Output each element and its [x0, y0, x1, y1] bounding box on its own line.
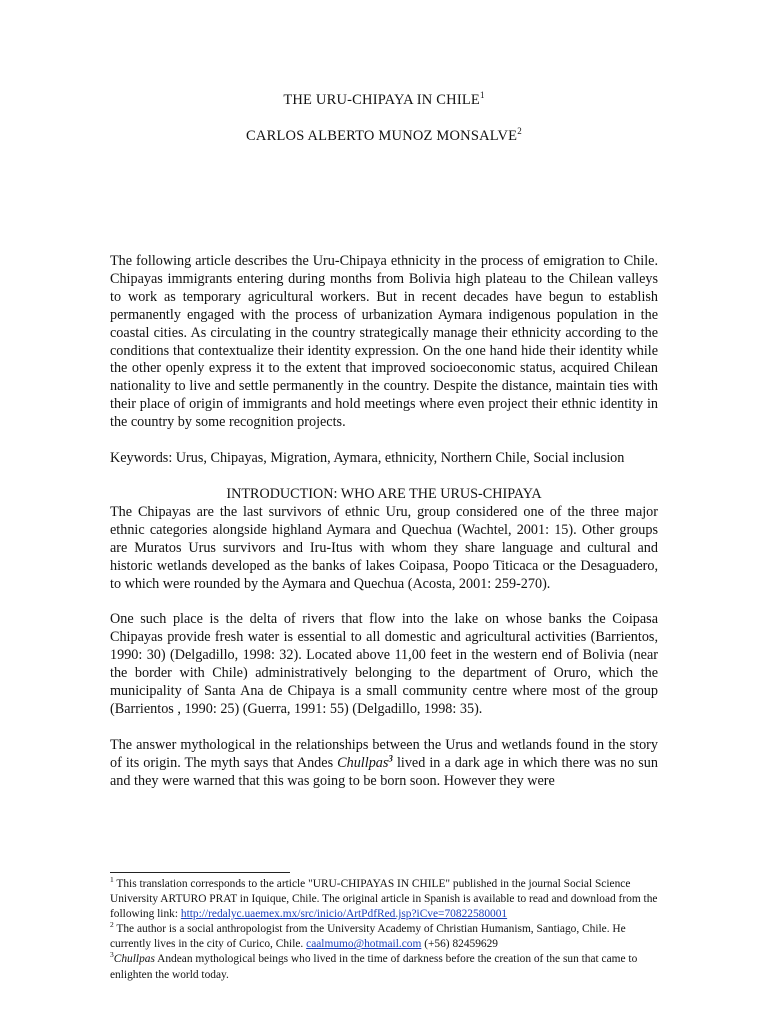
- footnote-2-text: The author is a social anthropologist from the University Academy of Christian Humanism, Santiago, Chile. He currently lives in the city of Curico, Chile.: [110, 923, 626, 951]
- author-name: CARLOS ALBERTO MUNOZ MONSALVE: [246, 128, 518, 144]
- abstract-paragraph: The following article describes the Uru-Chipaya ethnicity in the process of emigration to Chile. Chipayas immigrants entering during months from Bolivia high plateau to the Chilean valleys to work as temporary agricultural workers. But in recent decades have begun to establish permanently engaged with the process of urbanization Aymara indigenous population in the coastal cities. As circulating in the country strategically manage their ethnicity according to the conditions that contextualize their identity expression. On the one hand hide their identity while the other openly express it to the extent that improved socioeconomic status, acquired Chilean nationality to live and settle permanently in the country. Despite the distance, maintain ties with their place of origin of immigrants and hold meetings where even project their ethnic identity in the country by some recognition projects.: [110, 253, 658, 431]
- document-title: [0, 92, 768, 109]
- footnote-2-number: 2: [110, 920, 114, 930]
- keywords-paragraph: Keywords: Urus, Chipayas, Migration, Aymara, ethnicity, Northern Chile, Social inclusion: [110, 450, 625, 467]
- footnotes: [110, 877, 658, 983]
- author-line: [0, 128, 768, 145]
- intro-p3-text-after: lived in a dark age in which there was no sun and they were warned that this was going to be born soon. However they were: [110, 754, 658, 789]
- footnote-1-text: This translation corresponds to the article "URU-CHIPAYAS IN CHILE" published in the journal Social Science University ARTURO PRAT in Iquique, Chile. The original article in Spanish is available to read and download from the following link:: [110, 878, 658, 921]
- intro-paragraph-2: One such place is the delta of rivers that flow into the lake on whose banks the Coipasa Chipayas provide fresh water is essential to all domestic and agricultural activities (Barrientos, 1990: 30) (Delgadillo, 1998: 32). Located above 11,00 feet in the western end of Bolivia (near the border with Chile) administratively belonging to the department of Oruro, which the municipality of Santa Ana de Chipaya is a small community centre where most of the group (Barrientos , 1990: 25) (Guerra, 1991: 55) (Delgadillo, 1998: 35).: [110, 611, 658, 717]
- document-body: [110, 253, 658, 791]
- footnote-2-email-link[interactable]: caalmumo@hotmail.com: [306, 938, 422, 951]
- title-footnote-ref: 1: [479, 90, 485, 101]
- introduction-heading: INTRODUCTION: WHO ARE THE URUS-CHIPAYA: [226, 485, 542, 502]
- footnote-3-chullpas: Chullpas: [113, 953, 155, 966]
- footnote-2-phone: (+56) 82459629: [421, 938, 499, 951]
- footnote-3: [110, 952, 658, 982]
- author-footnote-ref: 2: [517, 126, 522, 137]
- intro-p3-text-before: The answer mythological in the relationships between the Urus and wetlands found in the story of its origin. The myth says that Andes: [110, 736, 658, 771]
- footnote-3-number: 3: [110, 950, 114, 960]
- footnote-1-number: 1: [110, 875, 114, 885]
- intro-paragraph-3: [110, 737, 658, 791]
- footnote-1-link[interactable]: http://redalyc.uaemex.mx/src/inicio/ArtPdfRed.jsp?iCve=70822580001: [180, 908, 508, 921]
- intro-p3-chullpas: Chullpas: [337, 754, 389, 771]
- footnote-2: [110, 922, 658, 952]
- footnote-separator: [110, 872, 290, 873]
- intro-p3-footnote-ref: 3: [388, 753, 393, 764]
- footnote-1: [110, 877, 658, 922]
- footnote-3-text: Andean mythological beings who lived in the time of darkness before the creation of the sun that came to enlighten the world today.: [110, 953, 638, 981]
- title-text: THE URU-CHIPAYA IN CHILE: [283, 92, 480, 108]
- intro-paragraph-1: The Chipayas are the last survivors of ethnic Uru, group considered one of the three major ethnic categories alongside highland Aymara and Quechua (Wachtel, 2001: 15). Other groups are Muratos Urus survivors and Iru-Itus with whom they share language and cultural and historic wetlands developed as the banks of lakes Coipasa, Poopo Titicaca or the Desaguadero, to which were rounded by the Aymara and Quechua (Acosta, 2001: 259-270).: [110, 503, 658, 592]
